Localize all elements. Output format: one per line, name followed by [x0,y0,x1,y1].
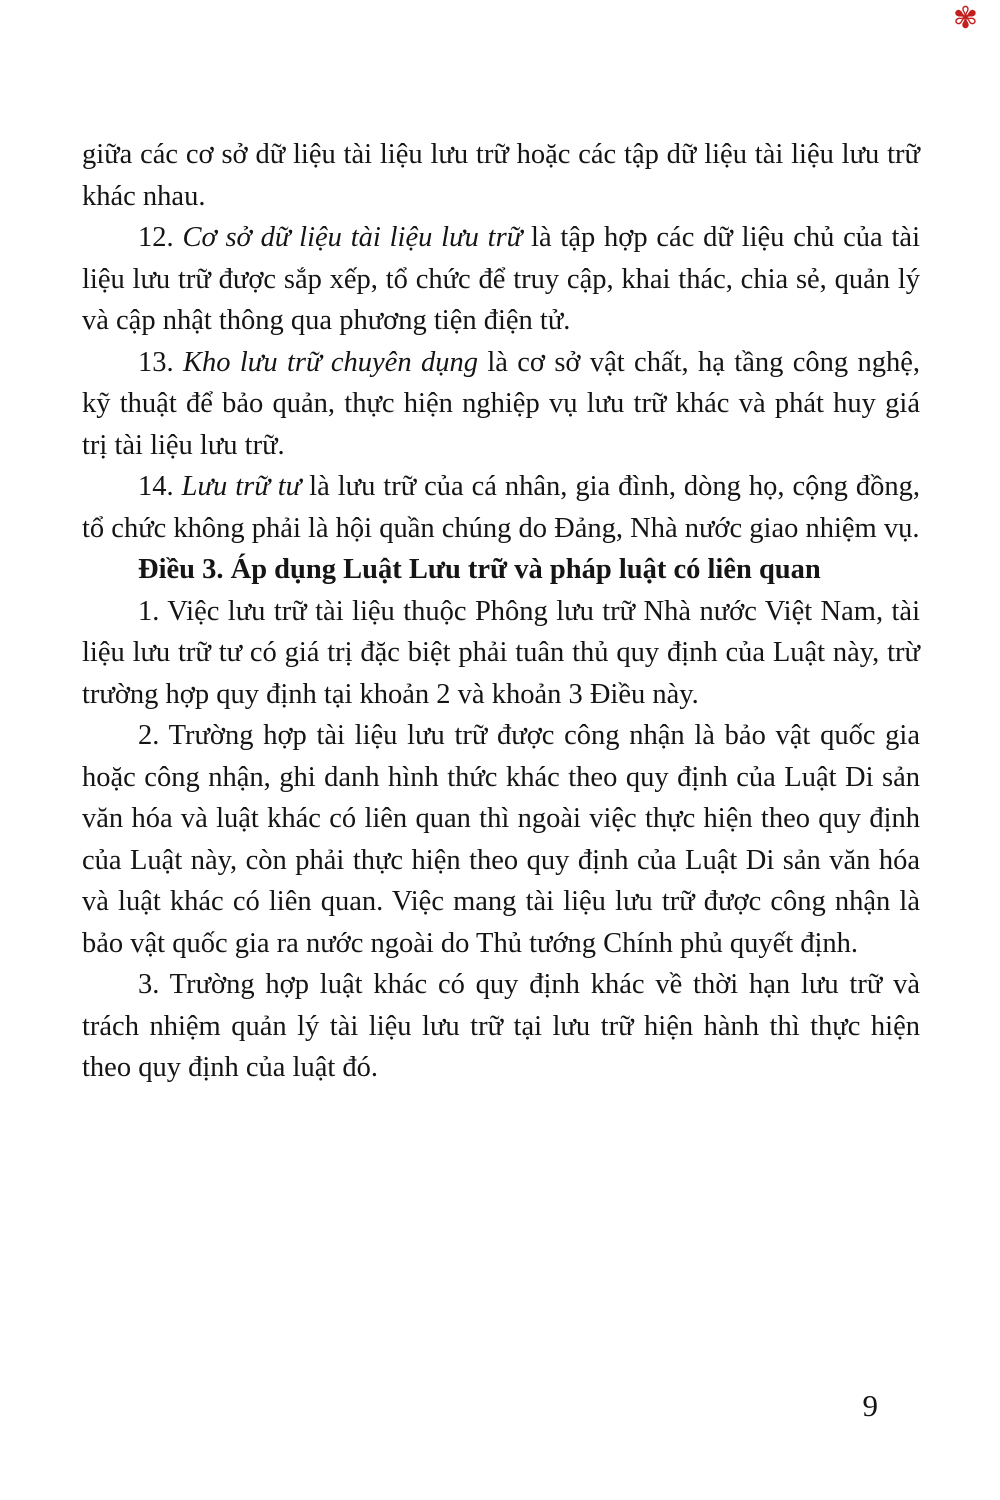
text-segment: 2. Trường hợp tài liệu lưu trữ được công nhận là bảo vật quốc gia hoặc công nhận, ghi danh hình thức khác theo quy định của Luật Di sản văn hóa và luật khác có liên quan thì ngoài việc thực hiện theo quy định của Luật này, còn phải thực hiện theo quy định của Luật Di sản văn hóa và luật khác có liên quan. Việc mang tài liệu lưu trữ được công nhận là bảo vật quốc gia ra nước ngoài do Thủ tướng Chính phủ quyết định. [82,720,920,959]
page-number: 9 [862,1388,878,1423]
paragraph [82,591,920,716]
paragraph [82,715,920,964]
text-segment: Kho lưu trữ chuyên dụng [183,346,488,378]
paragraph [82,964,920,1089]
paragraph [82,134,920,217]
text-segment: là lưu trữ của cá nhân, gia đình, dòng họ, cộng đồng, tổ chức không phải là hội quần chúng do Đảng, Nhà nước giao nhiệm vụ. [82,471,920,544]
text-segment: Lưu trữ tư [181,471,310,502]
text-segment: 3. Trường hợp luật khác có quy định khác về thời hạn lưu trữ và trách nhiệm quản lý tài liệu lưu trữ tại lưu trữ hiện hành thì thực hiện theo quy định của luật đó. [82,969,920,1083]
document-body [82,134,920,1089]
text-segment: là tập hợp các dữ liệu chủ của tài liệu lưu trữ được sắp xếp, tổ chức để truy cập, khai thác, chia sẻ, quản lý và cập nhật thông qua phương tiện điện tử. [82,222,921,336]
text-segment: giữa các cơ sở dữ liệu tài liệu lưu trữ hoặc các tập dữ liệu tài liệu lưu trữ khác nhau. [82,139,920,212]
section-heading [82,549,920,591]
text-segment: Điều 3. Áp dụng Luật Lưu trữ và pháp luật có liên quan [138,554,821,585]
text-segment: 12. [138,222,183,253]
text-segment: 13. [138,346,183,378]
paragraph [82,342,920,467]
flower-icon: ✾ [952,1,978,36]
paragraph [82,466,920,549]
text-segment: 14. [138,471,182,502]
text-segment: Cơ sở dữ liệu tài liệu lưu trữ [182,222,532,253]
text-segment: là cơ sở vật chất, hạ tầng công nghệ, kỹ thuật để bảo quản, thực hiện nghiệp vụ lưu trữ khác và phát huy giá trị tài liệu lưu trữ. [82,346,920,461]
text-segment: 1. Việc lưu trữ tài liệu thuộc Phông lưu trữ Nhà nước Việt Nam, tài liệu lưu trữ tư có giá trị đặc biệt phải tuân thủ quy định của Luật này, trừ trường hợp quy định tại khoản 2 và khoản 3 Điều này. [82,595,920,710]
paragraph [82,217,920,342]
